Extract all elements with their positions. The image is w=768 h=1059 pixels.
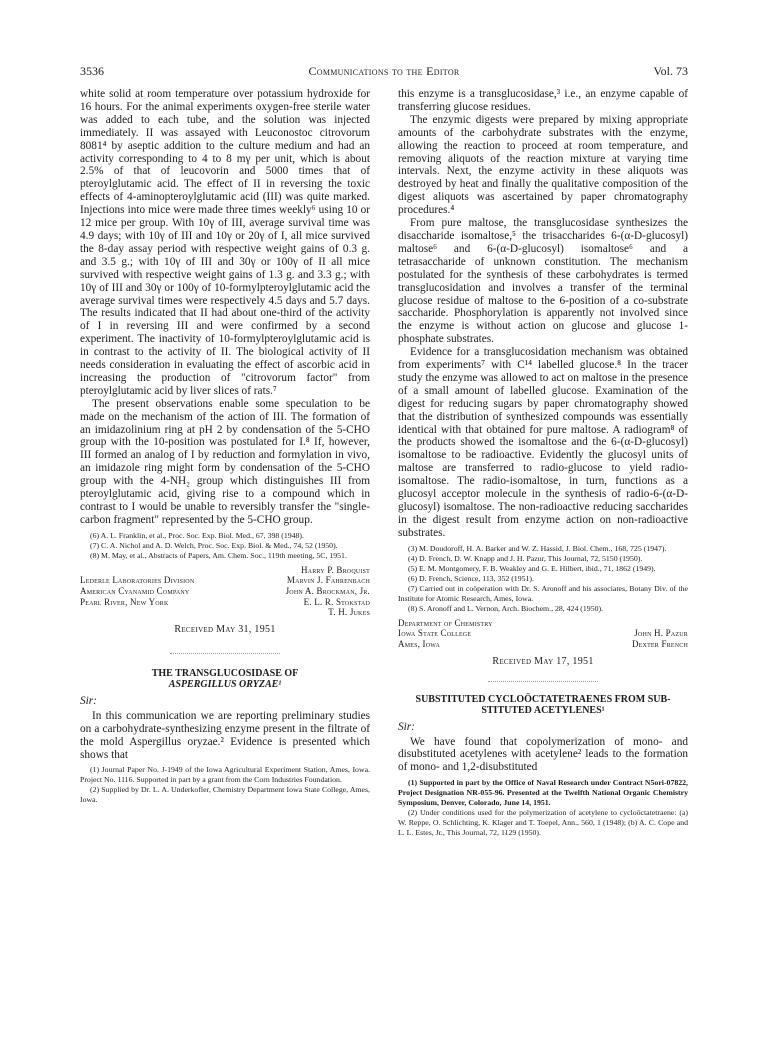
left-column bbox=[80, 88, 370, 805]
footnote: (7) C. A. Nichol and A. D. Welch, Proc. Soc. Exp. Biol. & Med., 74, 52 (1950). bbox=[90, 540, 338, 550]
running-title: Communications to the Editor bbox=[308, 64, 460, 78]
footnote: (2) Supplied by Dr. L. A. Underkofler, Chemistry Department Iowa State College, Ames, Iowa. bbox=[80, 785, 370, 805]
author-name: E. L. R. Stokstad bbox=[303, 596, 370, 607]
author-affiliation: Ames, Iowa bbox=[398, 638, 440, 649]
paragraph: We have found that copolymerization of mono- and disubstituted acetylenes with acetylene² leads to the formation of mono- and 1,2-disubstituted bbox=[398, 735, 688, 774]
footnote: (4) D. French, D. W. Knapp and J. H. Pazur, This Journal, 72, 5150 (1950). bbox=[408, 553, 643, 563]
volume-label: Vol. 73 bbox=[653, 64, 688, 78]
footnote: (2) Under conditions used for the polymerization of acetylene to cycloöctatetraene: (a) W. Reppe, O. Schlichting, K. Klager and T. Toepel, Ann., 560, 1 (1948); (b) A. C. Cope and L. L. Estes, Jr., This Journal, 72, 1129 (1950). bbox=[398, 808, 688, 838]
paragraph: From pure maltose, the transglucosidase synthesizes the disaccharide isomaltose,⁵ the trisaccharides 6-(α-D-glucosyl) maltose⁶ and 6-(α-D-glucosyl) isomaltose⁶ and a tetrasaccharide of unknown constitution. The mechanism postulated for the synthesis of these carbohydrates is termed transglucosidation and involves a transfer of the terminal glucose residue of maltose to the 6-position of a co-substrate saccharide. Phosphorylation is apparently not involved since the enzyme is without action on glucose and glucose 1-phosphate substrates. bbox=[398, 217, 688, 346]
footnote: (6) A. L. Franklin, et al., Proc. Soc. Exp. Biol. Med., 67, 398 (1948). bbox=[90, 530, 304, 540]
footnote: (8) S. Aronoff and L. Vernon, Arch. Biochem., 28, 424 (1950). bbox=[408, 603, 604, 613]
received-date: Received May 31, 1951 bbox=[174, 623, 276, 635]
author-affiliation: Department of Chemistry bbox=[398, 617, 493, 628]
paragraph: The enzymic digests were prepared by mixing appropriate amounts of the carbohydrate substrates with the enzyme, allowing the reaction to proceed at room temperature, and removing aliquots of the reaction mixture at varying time intervals. Next, the enzyme activity in these aliquots was destroyed by heat and finally the qualitative composition of the digest aliquots was ascertained by paper chromatography procedures.⁴ bbox=[398, 113, 688, 217]
right-column bbox=[398, 88, 688, 838]
received-date: Received May 17, 1951 bbox=[492, 655, 594, 667]
footnote: (8) M. May, et al., Abstracts of Papers, Am. Chem. Soc., 119th meeting, 5C, 1951. bbox=[90, 550, 347, 560]
author-name: Dexter French bbox=[631, 638, 688, 649]
author-affiliation: Pearl River, New York bbox=[80, 596, 169, 607]
author-signature-block bbox=[80, 565, 370, 618]
author-name: Harry P. Broquist bbox=[300, 564, 370, 575]
article-title: THE TRANSGLUCOSIDASE OF bbox=[151, 667, 299, 679]
author-signature-block bbox=[398, 618, 688, 650]
footnote: (6) D. French, Science, 113, 352 (1951). bbox=[408, 573, 534, 583]
author-affiliation: Lederle Laboratories Division bbox=[80, 575, 195, 586]
article-title: SUBSTITUTED CYCLOÖCTATETRAENES FROM SUB- bbox=[415, 693, 671, 705]
paragraph: The present observations enable some speculation to be made on the mechanism of the action of III. The formation of an imidazolinium ring at pH 2 by condensation of the 5-CHO group with the 10-position was postulated for I.⁸ If, however, III formed an analog of I by reduction and formylation in vivo, an imidazole ring might form by condensation of the 5-CHO group with the 4-NH₂ group which distinguishes III from pteroylglutamic acid, giving rise to a compound which in contrast to I would be unable to reversibly transfer the "single-carbon fragment" represented by the 5-CHO group. bbox=[80, 397, 370, 526]
salutation: Sir: bbox=[398, 720, 415, 733]
divider bbox=[170, 653, 280, 654]
running-header bbox=[80, 64, 688, 80]
footnote: (5) E. M. Montgomery, F. B. Weakley and G. E. Hilbert, ibid., 71, 1862 (1949). bbox=[408, 563, 656, 573]
footnote: (1) Journal Paper No. J-1949 of the Iowa Agricultural Experiment Station, Ames, Iowa. Project No. 1116. Supported in part by a grant from the Corn Industries Foundation. bbox=[80, 765, 370, 785]
author-affiliation: American Cyanamid Company bbox=[80, 586, 190, 596]
article-title: STITUTED ACETYLENES¹ bbox=[481, 705, 605, 716]
article-title: ASPERGILLUS ORYZAE¹ bbox=[168, 679, 282, 691]
paragraph: Evidence for a transglucosidation mechanism was obtained from experiments⁷ with C¹⁴ labelled glucose.⁸ In the tracer study the enzyme was allowed to act on maltose in the presence of a small amount of labelled glucose. Examination of the digest for reducing sugars by paper chromatography showed that the distribution of synthesized compounds was essentially identical with that obtained for pure maltose. A radiogram⁸ of the products showed the isomaltose and the 6-(α-D-glucosyl) isomaltose to be radioactive. Evidently the glucosyl units of maltose are transferred to radio-glucose to yield radio-isomaltose. The radio-isomaltose, in turn, functions as a glucosyl acceptor molecule in the synthesis of radio-6-(α-D-glucosyl) isomaltose. The non-radioactive reducing saccharides in the digest result from enzyme action on non-radioactive substrates. bbox=[398, 346, 688, 539]
footnote: (1) Supported in part by the Office of Naval Research under Contract N5ori-07822, Project Designation NR-055-96. Presented at the Twelfth National Organic Chemistry Symposium, Denver, Colorado, June 14, 1951. bbox=[398, 778, 688, 808]
divider bbox=[488, 681, 598, 682]
author-name: Marvin J. Fahrenbach bbox=[286, 575, 370, 586]
footnote: (7) Carried out in coöperation with Dr. S. Aronoff and his associates, Botany Div. of the Institute for Atomic Research, Ames, Iowa. bbox=[398, 583, 688, 603]
author-name: John A. Brockman, Jr. bbox=[285, 586, 370, 596]
paragraph: this enzyme is a transglucosidase,³ i.e., an enzyme capable of transferring glucose residues. bbox=[398, 88, 688, 113]
author-name: T. H. Jukes bbox=[328, 607, 370, 618]
author-affiliation: Iowa State College bbox=[398, 628, 472, 639]
salutation: Sir: bbox=[80, 694, 97, 707]
footnote: (3) M. Doudoroff, H. A. Barker and W. Z. Hassid, J. Biol. Chem., 168, 725 (1947). bbox=[408, 543, 667, 553]
paragraph: white solid at room temperature over potassium hydroxide for 16 hours. For the animal experiments oxygen-free sterile water was added to each tube, and the solution was injected immediately. II was assayed with Leuconostoc citrovorum 8081⁴ by aseptic addition to the culture medium and had an activity corresponding to 4 to 8 mγ per unit, which is about 2.5% of that of leucovorin and 5000 times that of pteroylglutamic acid. The effect of II in reversing the toxic effects of 4-aminopteroylglutamic acid (III) was quite marked. Injections into mice were made three times weekly⁶ using 10 or 12 mice per group. With 10γ of III, average survival time was 4.9 days; with 10γ of III and 10γ or 20γ of I, all mice survived the 8-day assay period with respective weight gains of 0.3 g. and 3.5 g.; with 10γ of III and 30γ or 100γ of II all mice survived with respective weight gains of 1.3 g. and 3.3 g.; with 10γ of III and 30γ or 100γ of 10-formylpteroylglutamic acid the average survival times were respectively 4.5 days and 5.7 days. The results indicated that II had about one-third of the activity of I in reversing III and were confirmed by a second experiment. The inactivity of 10-formylpteroylglutamic acid is in contrast to the activity of II. The biological activity of II needs consideration in evaluating the effect of ascorbic acid in increasing the production of "citrovorum factor" from pteroylglutamic acid by liver slices of rats.⁷ bbox=[80, 88, 370, 397]
page-number: 3536 bbox=[80, 64, 104, 78]
paragraph: In this communication we are reporting preliminary studies on a carbohydrate-synthesizing enzyme present in the filtrate of the mold Aspergillus oryzae.² Evidence is presented which shows that bbox=[80, 709, 370, 761]
author-name: John H. Pazur bbox=[634, 628, 688, 639]
